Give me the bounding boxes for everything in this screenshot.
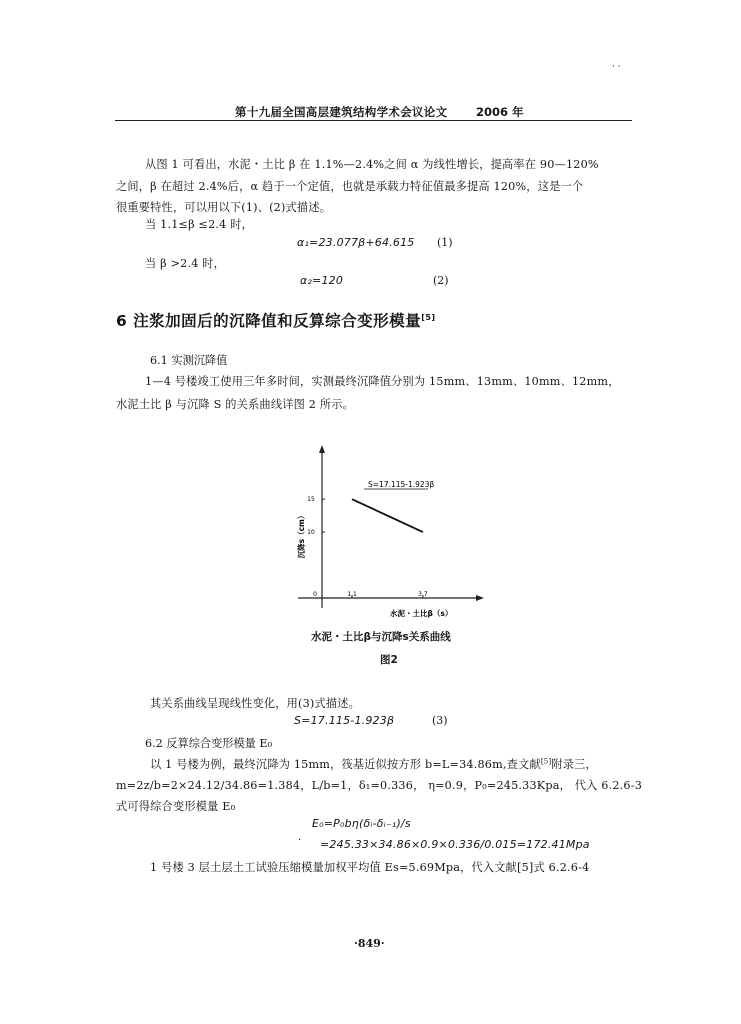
paragraph-line xyxy=(150,756,597,772)
x-tick-label: 0 xyxy=(313,591,317,598)
paragraph-line: 很重要特性，可以用以下(1)、(2)式描述。 xyxy=(116,201,332,214)
series-line xyxy=(352,499,423,532)
corner-mark: · · xyxy=(612,62,621,72)
paragraph-line: 式可得综合变形模量 E₀ xyxy=(116,800,236,813)
paragraph-text: 以 1 号楼为例，最终沉降为 15mm，筏基近似按方形 b=L=34.86m,查文献 xyxy=(150,758,541,771)
condition-2: 当 β >2.4 时， xyxy=(145,257,226,270)
section-title xyxy=(116,309,436,331)
page-number: ·849· xyxy=(354,937,385,950)
settlement-chart xyxy=(280,440,510,625)
y-axis-label: 沉降s（cm） xyxy=(297,511,306,559)
formula-4-line2: =245.33×34.86×0.9×0.336/0.015=172.41Mpa xyxy=(320,838,590,851)
section-title-text: 6 注浆加固后的沉降值和反算综合变形模量 xyxy=(116,312,422,330)
formula-2: α₂=120 xyxy=(300,274,344,287)
formula-4-line1: E₀=P₀bη(δᵢ-δᵢ₋₁)/s xyxy=(312,817,411,830)
y-tick-label: 15 xyxy=(307,496,315,504)
stray-dot: · xyxy=(298,835,302,846)
paragraph-line: 1—4 号楼竣工使用三年多时间，实测最终沉降值分别为 15mm、13mm、10mm、12mm， xyxy=(145,375,620,388)
paragraph-line: m=2z/b=2×24.12/34.86=1.384，L/b=1，δ₁=0.336， η=0.9，P₀=245.33Kpa， 代入 6.2.6-3 xyxy=(116,779,643,792)
subsection-title: 6.2 反算综合变形模量 E₀ xyxy=(145,737,273,750)
equation-number-2: (2) xyxy=(433,274,449,287)
running-header-title: 第十九届全国高层建筑结构学术会议论文 xyxy=(235,105,448,119)
running-header-year: 2006 年 xyxy=(476,105,524,119)
y-axis-arrow xyxy=(319,445,325,453)
paragraph-line: 水泥土比 β 与沉降 S 的关系曲线详图 2 所示。 xyxy=(116,398,354,411)
subsection-title: 6.1 实测沉降值 xyxy=(150,354,228,367)
formula-3: S=17.115-1.923β xyxy=(294,714,395,727)
section-title-ref: [5] xyxy=(421,312,436,322)
paragraph-line: 1 号楼 3 层土层土工试验压缩模量加权平均值 Es=5.69Mpa，代入文献[5]式 6.2.6-4 xyxy=(150,861,590,874)
x-axis-label: 水泥・土比β（s） xyxy=(390,609,453,618)
header-rule xyxy=(115,120,632,121)
chart-caption: 水泥・土比β与沉降s关系曲线 xyxy=(311,631,451,643)
paragraph-line: 从图 1 可看出，水泥・土比 β 在 1.1%—2.4%之间 α 为线性增长，提高率在 90—120% xyxy=(145,158,599,171)
figure-label: 图2 xyxy=(380,654,398,666)
paragraph-text: 附录三， xyxy=(551,758,597,771)
citation-ref: [5] xyxy=(540,757,552,766)
y-tick-label: 10 xyxy=(307,529,315,537)
formula-1: α₁=23.077β+64.615 xyxy=(297,236,415,249)
equation-number-1: (1) xyxy=(437,236,453,249)
x-tick-label: 3.7 xyxy=(418,591,428,598)
equation-number-3: (3) xyxy=(432,714,448,727)
x-axis-arrow xyxy=(476,595,484,601)
paragraph-line: 其关系曲线呈现线性变化，用(3)式描述。 xyxy=(150,697,361,710)
x-tick-label: 1.1 xyxy=(347,591,357,598)
regression-annotation: S=17.115-1.923β xyxy=(368,480,435,489)
paragraph-line: 之间，β 在超过 2.4%后，α 趋于一个定值，也就是承载力特征值最多提高 120%，这是一个 xyxy=(116,180,584,193)
condition-1: 当 1.1≤β ≤2.4 时， xyxy=(145,218,254,231)
